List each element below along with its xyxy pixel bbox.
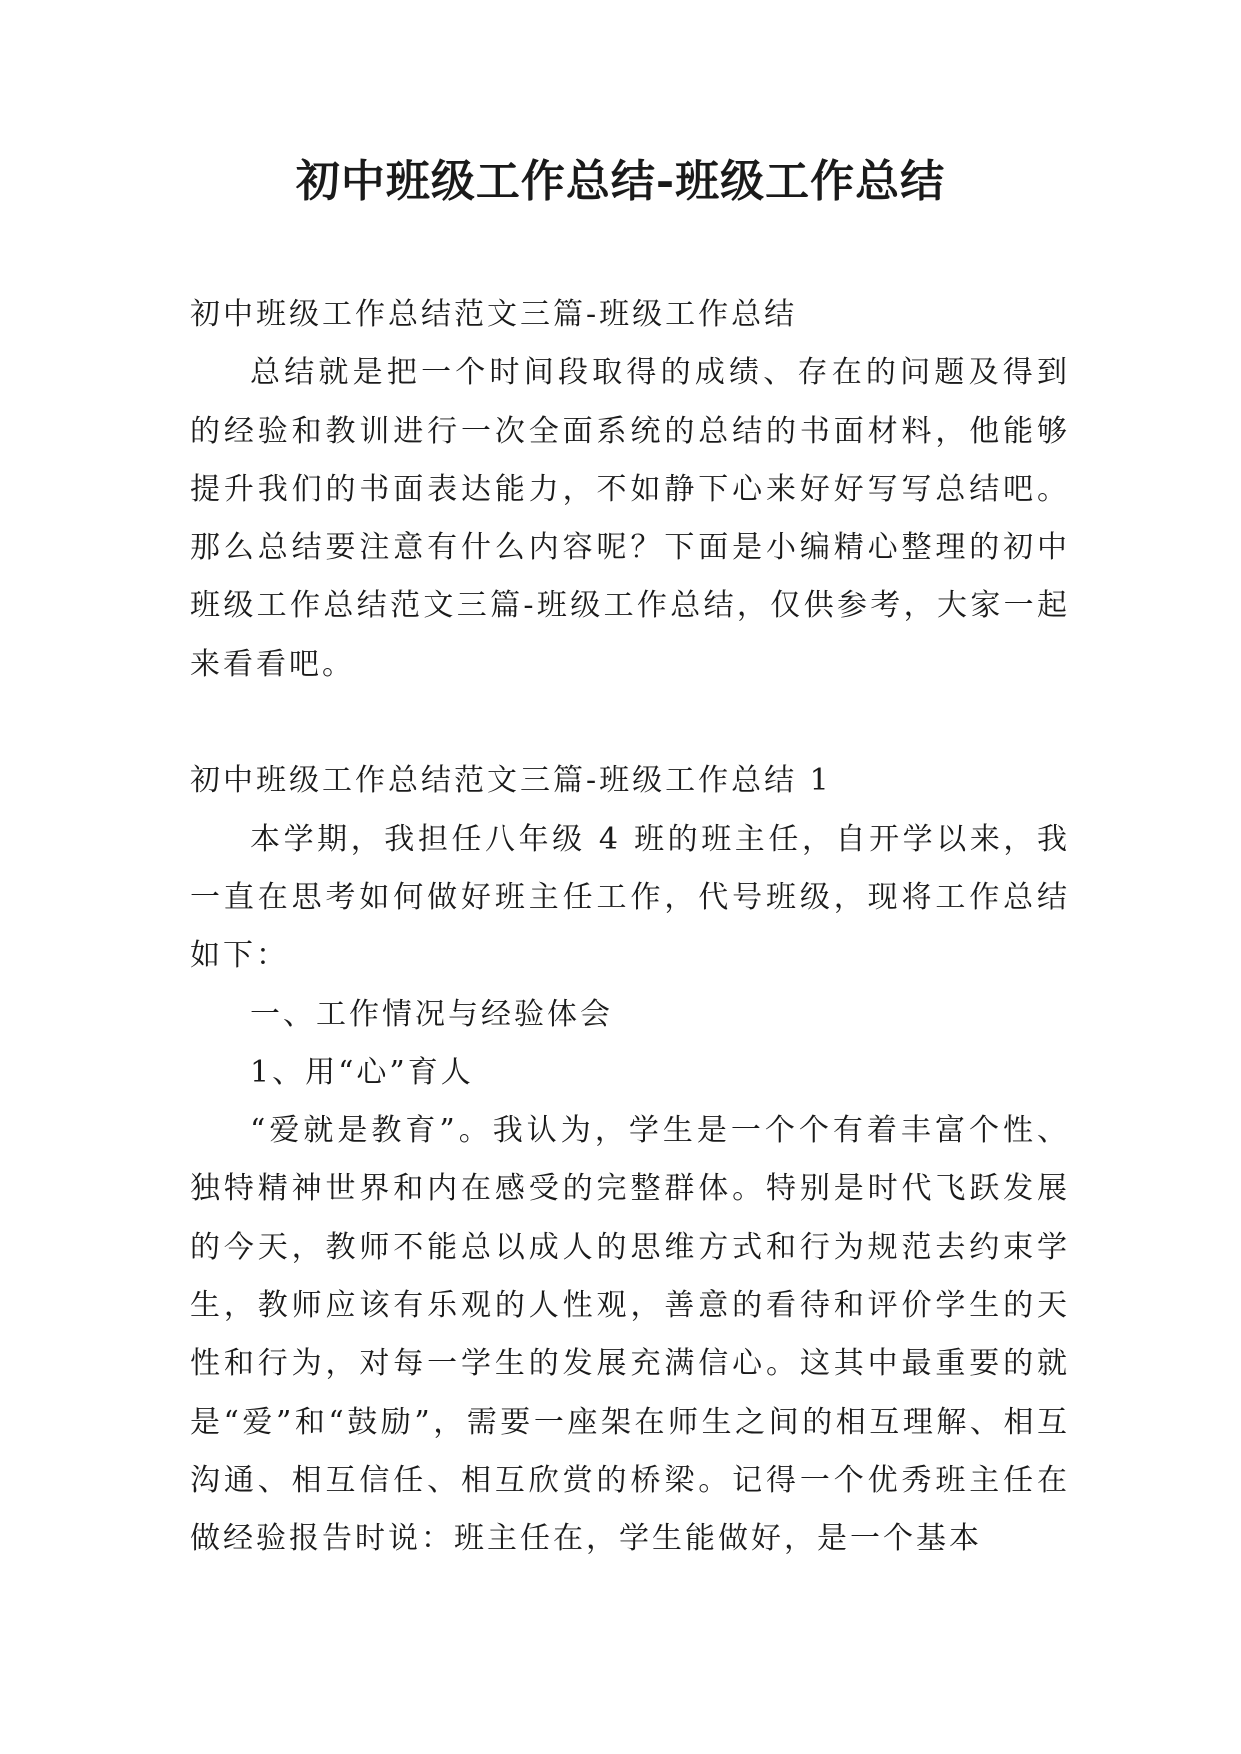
article-subtitle: 初中班级工作总结范文三篇-班级工作总结 <box>190 297 798 332</box>
section-paragraph-continued: “爱就是教育”。我认为，学生是一个个有着丰富个性、独特精神世界和内在感受的完整群体。特别是时代飞跃发展的今天，教师不能总以成人的思维方式和行为规范去约束学生，教师应该有乐观的人性观，善意的看待和评价学生的天性和行为，对每一学生的发展充满信心。这其中最重要的就是“爱”和“鼓励”，需要一座架在师生之间的相互理解、相互沟通、相互信任、相互欣赏的桥梁。记得一个优秀班主任在做经验报告时说：班主任在，学生能做好，是一个基本 <box>190 1113 1070 1557</box>
subsection-item: 1、用“心”育人 <box>250 1054 474 1090</box>
section-heading: 初中班级工作总结范文三篇-班级工作总结 1 <box>190 763 832 799</box>
document-title: 初中班级工作总结-班级工作总结 <box>295 156 946 207</box>
document-body <box>190 286 1070 1569</box>
subsection-heading: 一、工作情况与经验体会 <box>250 996 613 1032</box>
paragraph-spacer <box>190 694 1070 752</box>
intro-paragraph: 总结就是把一个时间段取得的成绩、存在的问题及得到的经验和教训进行一次全面系统的总结的书面材料，他能够提升我们的书面表达能力，不如静下心来好好写写总结吧。那么总结要注意有什么内容呢？下面是小编精心整理的初中班级工作总结范文三篇-班级工作总结，仅供参考，大家一起来看看吧。 <box>190 355 1070 682</box>
section-paragraph: 本学期，我担任八年级 4 班的班主任，自开学以来，我一直在思考如何做好班主任工作，代号班级，现将工作总结如下： <box>190 821 1070 974</box>
